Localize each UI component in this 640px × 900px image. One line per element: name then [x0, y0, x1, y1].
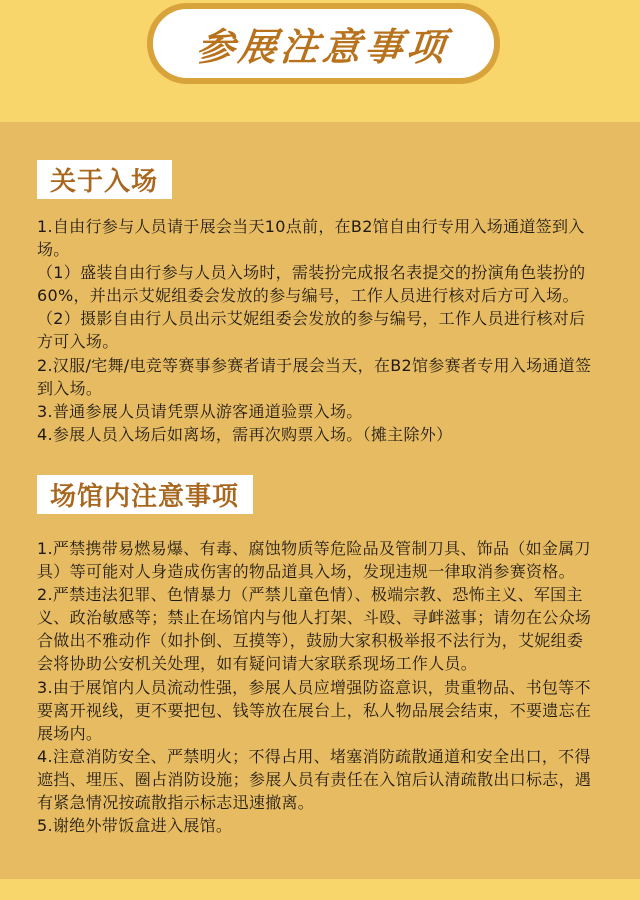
- text-line: 合做出不雅动作（如扑倒、互摸等），鼓励大家积极举报不法行为，艾妮组委: [37, 631, 584, 651]
- text-line: 场。: [37, 240, 70, 260]
- text-line: （2）摄影自由行人员出示艾妮组委会发放的参与编号，工作人员进行核对后: [37, 309, 586, 329]
- title-banner: [147, 3, 500, 84]
- text-line: 方可入场。: [37, 332, 119, 352]
- text-line: 5.谢绝外带饭盒进入展馆。: [37, 816, 233, 836]
- section-heading-venue-label: 场馆内注意事项: [50, 482, 240, 512]
- text-line: 要离开视线，更不要把包、钱等放在展台上，私人物品展会结束，不要遗忘在: [37, 700, 592, 720]
- text-line: 义、政治敏感等；禁止在场馆内与他人打架、斗殴、寻衅滋事；请勿在公众场: [37, 608, 592, 628]
- text-line: 展场内。: [37, 723, 103, 743]
- text-line: 4.参展人员入场后如离场，需再次购票入场。（摊主除外）: [37, 424, 453, 444]
- text-line: 有紧急情况按疏散指示标志迅速撤离。: [37, 793, 315, 813]
- text-line: 会将协助公安机关处理，如有疑问请大家联系现场工作人员。: [37, 654, 478, 674]
- section-heading-entry-label: 关于入场: [50, 167, 159, 197]
- section-heading-entry: [37, 160, 172, 199]
- text-line: 60%，并出示艾妮组委会发放的参与编号，工作人员进行核对后方可入场。: [37, 286, 579, 306]
- section-entry-body: [37, 215, 617, 446]
- page-title: 参展注意事项: [194, 25, 452, 69]
- text-line: 3.由于展馆内人员流动性强，参展人员应增强防盗意识，贵重物品、书包等不: [37, 677, 591, 697]
- section-venue-body: [37, 537, 617, 837]
- text-line: 2.汉服/宅舞/电竞等赛事参赛者请于展会当天，在B2馆参赛者专用入场通道签: [37, 355, 592, 375]
- text-line: 1.自由行参与人员请于展会当天10点前，在B2馆自由行专用入场通道签到入: [37, 217, 585, 236]
- text-line: 到入场。: [37, 378, 103, 398]
- text-line: 遮挡、埋压、圈占消防设施；参展人员有责任在入馆后认清疏散出口标志，遇: [37, 769, 592, 789]
- section-heading-venue: [37, 475, 253, 514]
- text-line: 具）等可能对人身造成伤害的物品道具入场，发现违规一律取消参赛资格。: [37, 562, 575, 582]
- text-line: 2.严禁违法犯罪、色情暴力（严禁儿童色情）、极端宗教、恐怖主义、军国主: [37, 585, 583, 605]
- text-line: 4.注意消防安全、严禁明火；不得占用、堵塞消防疏散通道和安全出口，不得: [37, 746, 591, 766]
- title-banner-inner: [153, 9, 494, 78]
- text-line: 1.严禁携带易燃易爆、有毒、腐蚀物质等危险品及管制刀具、饰品（如金属刀: [37, 539, 591, 558]
- text-line: （1）盛装自由行参与人员入场时，需装扮完成报名表提交的扮演角色装扮的: [37, 263, 586, 283]
- text-line: 3.普通参展人员请凭票从游客通道验票入场。: [37, 401, 363, 421]
- bottom-band: [0, 879, 640, 900]
